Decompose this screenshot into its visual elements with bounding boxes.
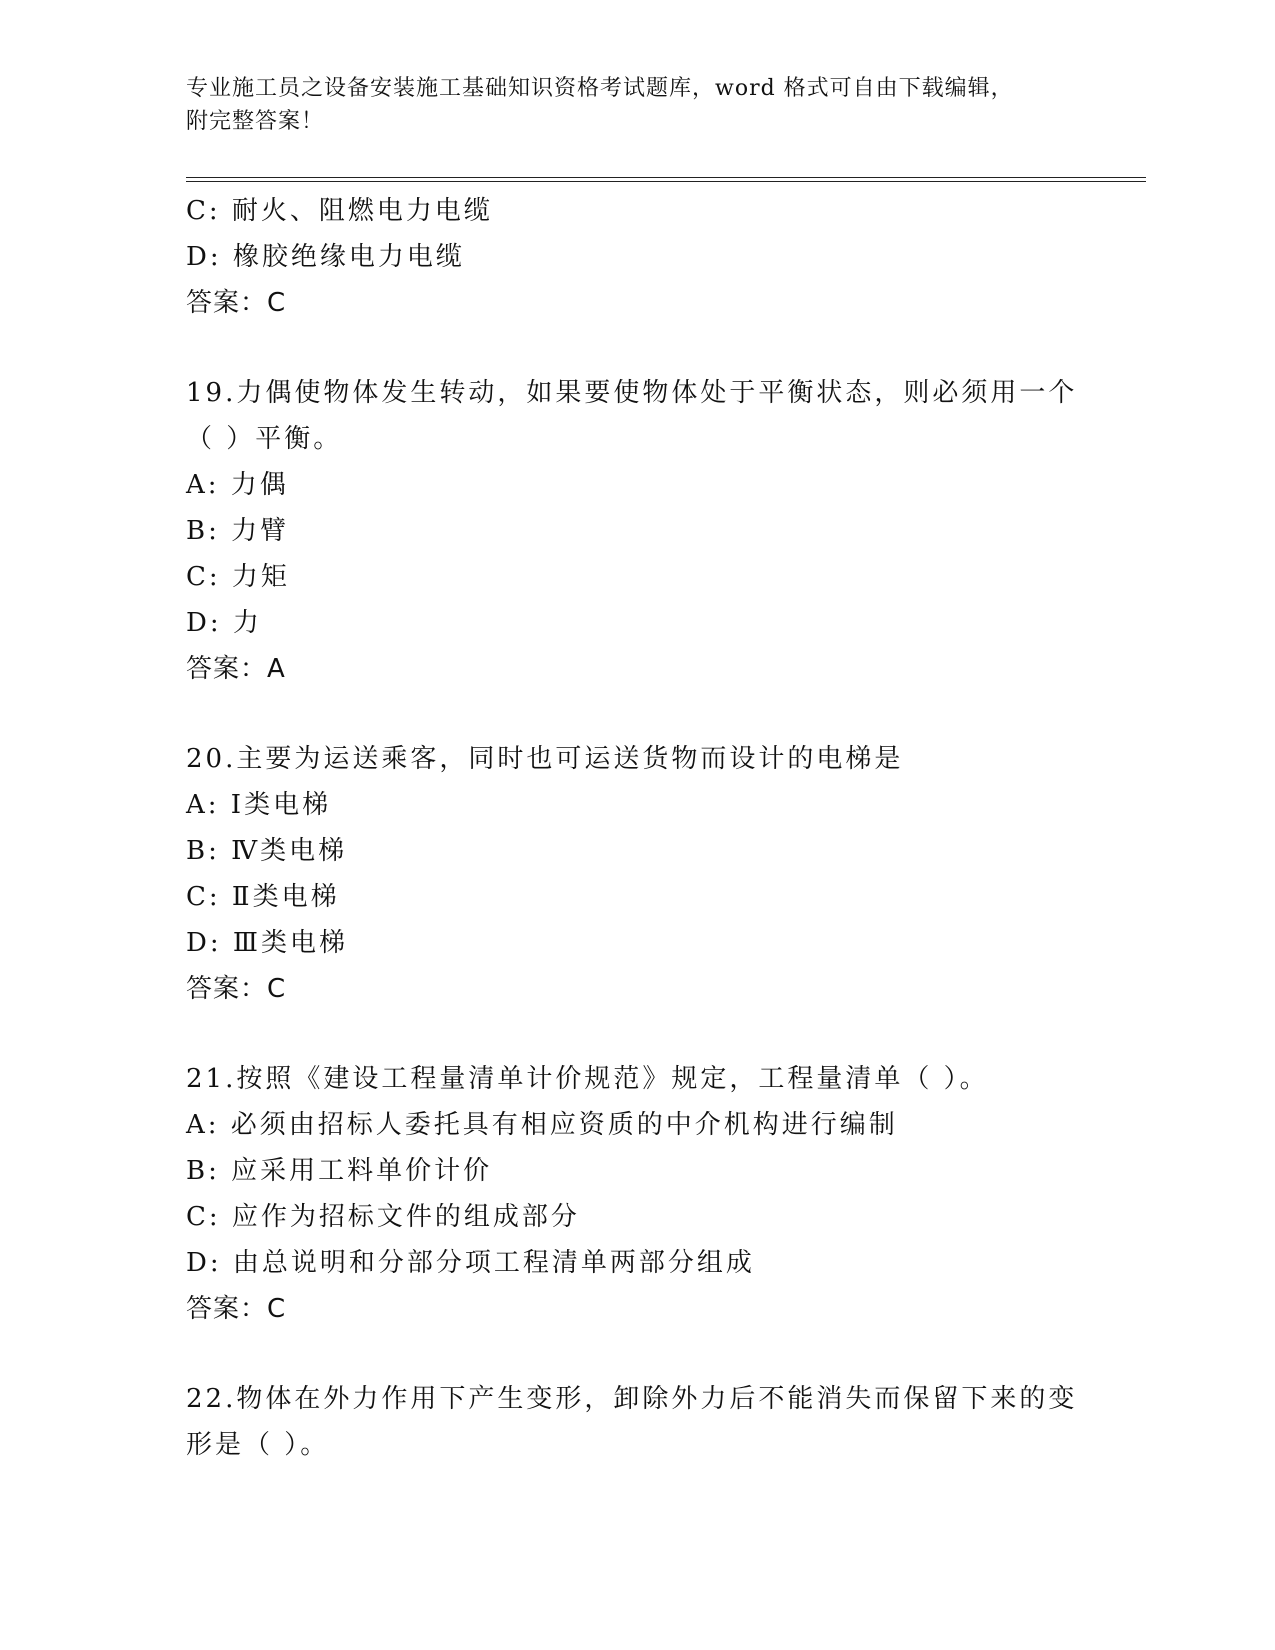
header-divider-top bbox=[186, 177, 1146, 178]
spacer bbox=[186, 692, 1086, 736]
option-d: D: 由总说明和分部分项工程清单两部分组成 bbox=[186, 1248, 755, 1278]
question-19 bbox=[186, 370, 1086, 692]
option-a: A: Ⅰ类电梯 bbox=[186, 790, 332, 820]
option-a: A: 必须由招标人委托具有相应资质的中介机构进行编制 bbox=[186, 1110, 898, 1140]
partial-question-18 bbox=[186, 188, 1086, 326]
question-20 bbox=[186, 736, 1086, 1012]
question-stem-line: 21.按照《建设工程量清单计价规范》规定，工程量清单（ ）。 bbox=[186, 1064, 989, 1094]
option-c: C: 应作为招标文件的组成部分 bbox=[186, 1202, 580, 1232]
question-stem-line: （ ）平衡。 bbox=[186, 424, 343, 454]
spacer bbox=[186, 1332, 1086, 1376]
question-stem-line: 19.力偶使物体发生转动，如果要使物体处于平衡状态，则必须用一个 bbox=[186, 378, 1078, 408]
option-c: C: 力矩 bbox=[186, 562, 290, 592]
question-21 bbox=[186, 1056, 1086, 1332]
header-line-1: 专业施工员之设备安装施工基础知识资格考试题库，word 格式可自由下载编辑， bbox=[186, 76, 1014, 101]
answer-line: 答案：C bbox=[186, 1294, 287, 1324]
document-header bbox=[186, 72, 1086, 138]
question-list bbox=[186, 188, 1086, 1468]
spacer bbox=[186, 1012, 1086, 1056]
option-c: C: 耐火、阻燃电力电缆 bbox=[186, 196, 493, 226]
option-a: A: 力偶 bbox=[186, 470, 289, 500]
header-line-2: 附完整答案！ bbox=[186, 109, 325, 134]
answer-line: 答案：A bbox=[186, 654, 286, 684]
option-b: B: 应采用工料单价计价 bbox=[186, 1156, 493, 1186]
option-d: D: 力 bbox=[186, 608, 262, 638]
header-divider-bottom bbox=[186, 181, 1146, 182]
option-b: B: Ⅳ类电梯 bbox=[186, 836, 348, 866]
question-stem-line: 22.物体在外力作用下产生变形，卸除外力后不能消失而保留下来的变 bbox=[186, 1384, 1078, 1414]
option-d: D: 橡胶绝缘电力电缆 bbox=[186, 242, 465, 272]
option-c: C: Ⅱ类电梯 bbox=[186, 882, 340, 912]
spacer bbox=[186, 326, 1086, 370]
option-b: B: 力臂 bbox=[186, 516, 290, 546]
option-d: D: Ⅲ类电梯 bbox=[186, 928, 348, 958]
question-stem-line: 形是（ ）。 bbox=[186, 1430, 330, 1460]
question-22 bbox=[186, 1376, 1086, 1468]
answer-line: 答案：C bbox=[186, 974, 287, 1004]
answer-line: 答案：C bbox=[186, 288, 287, 318]
question-stem-line: 20.主要为运送乘客，同时也可运送货物而设计的电梯是 bbox=[186, 744, 904, 774]
